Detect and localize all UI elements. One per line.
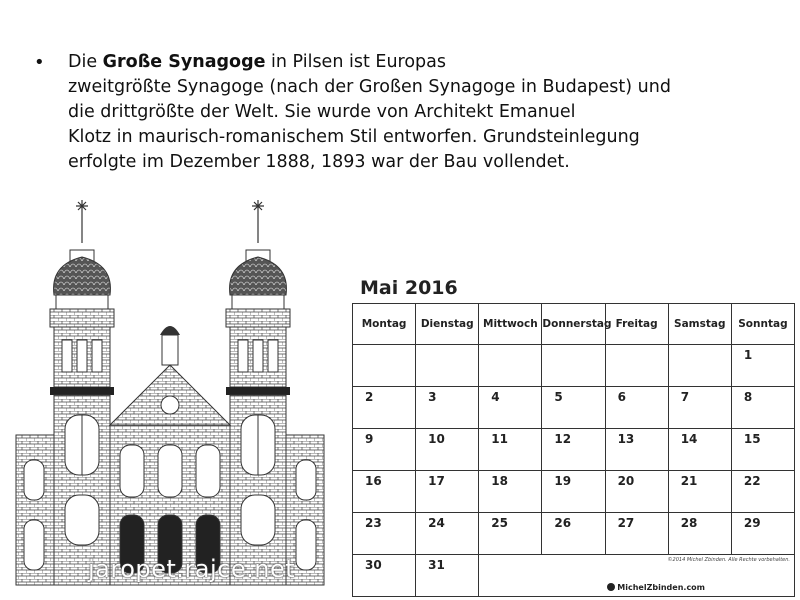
- day-cell: 9: [353, 429, 416, 471]
- day-cell: 31: [416, 555, 479, 597]
- day-cell: 22: [731, 471, 794, 513]
- text-line: zweitgrößte Synagoge (nach der Großen Synagoge in Budapest) und: [68, 77, 671, 97]
- weekday-header: Donnerstag: [542, 304, 605, 345]
- day-cell: 6: [605, 387, 668, 429]
- calendar-footer: [479, 555, 795, 597]
- text-line: Klotz in maurisch-romanischem Stil entworfen. Grundsteinlegung: [68, 127, 640, 147]
- right-star: [252, 200, 264, 243]
- day-cell: 2: [353, 387, 416, 429]
- day-cell: 14: [668, 429, 731, 471]
- weekday-header: Dienstag: [416, 304, 479, 345]
- day-cell: [668, 345, 731, 387]
- day-cell: 28: [668, 513, 731, 555]
- calendar-week: [353, 429, 795, 471]
- copyright-note: ©2014 Michel Zbinden. Alle Rechte vorbehalten.: [667, 557, 790, 563]
- day-cell: 3: [416, 387, 479, 429]
- day-cell: 20: [605, 471, 668, 513]
- day-cell: 23: [353, 513, 416, 555]
- weekday-header: Freitag: [605, 304, 668, 345]
- calendar-grid: [352, 303, 795, 597]
- day-cell: [479, 345, 542, 387]
- calendar-week: [353, 387, 795, 429]
- weekday-header: Mittwoch: [479, 304, 542, 345]
- day-cell: 29: [731, 513, 794, 555]
- bullet-paragraph: [34, 50, 774, 175]
- brand-label: MichelZbinden.com: [607, 583, 705, 592]
- calendar-week: [353, 471, 795, 513]
- weekday-header: Samstag: [668, 304, 731, 345]
- day-cell: 16: [353, 471, 416, 513]
- day-cell: 24: [416, 513, 479, 555]
- text-line: erfolgte im Dezember 1888, 1893 war der Bau vollendet.: [68, 152, 570, 172]
- day-cell: 7: [668, 387, 731, 429]
- day-cell: 11: [479, 429, 542, 471]
- day-cell: 5: [542, 387, 605, 429]
- day-cell: [542, 345, 605, 387]
- day-cell: [353, 345, 416, 387]
- bold-name: Große Synagoge: [102, 52, 266, 72]
- day-cell: 26: [542, 513, 605, 555]
- calendar-week: [353, 513, 795, 555]
- day-cell: 12: [542, 429, 605, 471]
- weekday-header-row: [353, 304, 795, 345]
- day-cell: 21: [668, 471, 731, 513]
- day-cell: [416, 345, 479, 387]
- text-line: Die Große Synagoge in Pilsen ist Europas: [68, 52, 446, 72]
- image-watermark: jaropet.rajce.net: [88, 555, 296, 583]
- day-cell: [605, 345, 668, 387]
- synagogue-illustration: [10, 195, 350, 595]
- brand-logo-icon: [607, 583, 615, 591]
- weekday-header: Sonntag: [731, 304, 794, 345]
- day-cell: 27: [605, 513, 668, 555]
- calendar-week: [353, 555, 795, 597]
- bullet-point: •: [34, 52, 45, 73]
- left-wing: [16, 435, 54, 585]
- center-facade: [110, 326, 230, 585]
- weekday-header: Montag: [353, 304, 416, 345]
- day-cell: 15: [731, 429, 794, 471]
- left-star: [76, 200, 88, 243]
- day-cell: 13: [605, 429, 668, 471]
- day-cell: 18: [479, 471, 542, 513]
- day-cell: 17: [416, 471, 479, 513]
- calendar-title: Mai 2016: [360, 277, 458, 299]
- day-cell: 4: [479, 387, 542, 429]
- day-cell: 30: [353, 555, 416, 597]
- right-tower: [226, 250, 290, 585]
- left-tower: [50, 250, 114, 585]
- day-cell: 1: [731, 345, 794, 387]
- day-cell: 8: [731, 387, 794, 429]
- day-cell: 25: [479, 513, 542, 555]
- day-cell: 19: [542, 471, 605, 513]
- text-line: die drittgrößte der Welt. Sie wurde von Architekt Emanuel: [68, 102, 576, 122]
- calendar-week: [353, 345, 795, 387]
- day-cell: 10: [416, 429, 479, 471]
- bullet-text: [68, 50, 774, 175]
